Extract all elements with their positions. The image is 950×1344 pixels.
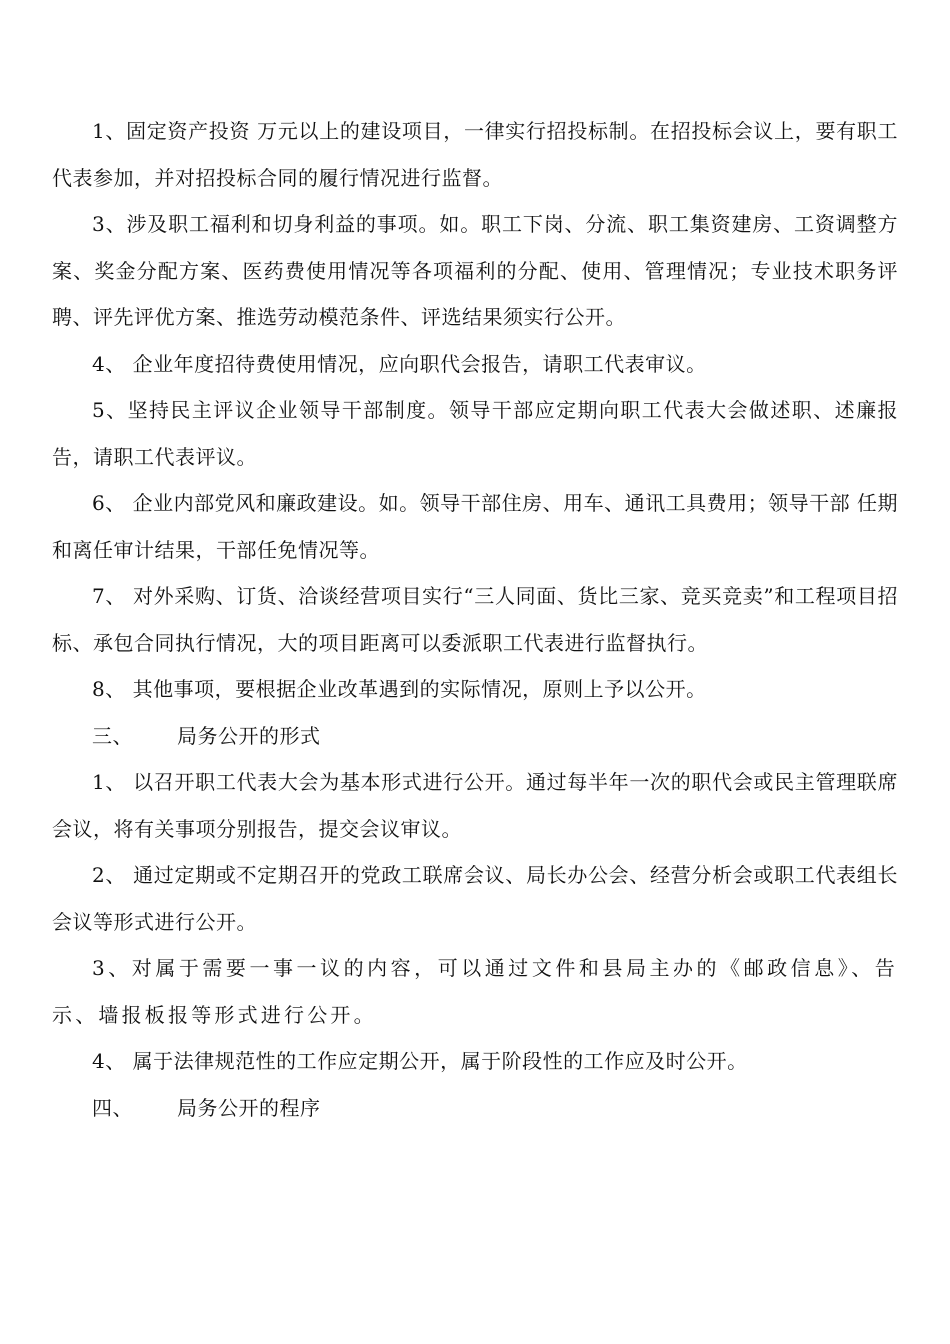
paragraph-timing: 4、 属于法律规范性的工作应定期公开，属于阶段性的工作应及时公开。 [92,1049,748,1073]
paragraph-procurement: 7、 对外采购、订货、洽谈经营项目实行“三人同面、货比三家、竞买竞卖”和工程项目招标、承包合同执行情况，大的项目距离可以委派职工代表进行监督执行。 [52,584,898,655]
section-title: 局务公开的形式 [177,723,321,748]
paragraph-congress-form: 1、 以召开职工代表大会为基本形式进行公开。通过每半年一次的职代会或民主管理联席会议，将有关事项分别报告，提交会议审议。 [52,770,898,841]
section-heading-procedure [52,1085,898,1132]
paragraph-bidding: 1、固定资产投资 万元以上的建设项目，一律实行招投标制。在招投标会议上，要有职工代表参加，并对招投标合同的履行情况进行监督。 [52,119,898,190]
paragraph-document-form: 3、对属于需要一事一议的内容，可以通过文件和县局主办的《邮政信息》、告示、墙报板报等形式进行公开。 [52,956,898,1027]
section-number: 四、 [92,1095,133,1120]
document-page [52,108,898,1131]
paragraph-welfare: 3、涉及职工福利和切身利益的事项。如。职工下岗、分流、职工集资建房、工资调整方案、奖金分配方案、医药费使用情况等各项福利的分配、使用、管理情况；专业技术职务评聘、评先评优方案、推选劳动模范条件、评选结果须实行公开。 [52,212,898,329]
section-number: 三、 [92,723,133,748]
paragraph-democratic-review: 5、坚持民主评议企业领导干部制度。领导干部应定期向职工代表大会做述职、述廉报告，请职工代表评议。 [52,398,898,469]
paragraph-other-matters: 8、 其他事项，要根据企业改革遇到的实际情况，原则上予以公开。 [92,677,707,701]
section-heading-forms [52,713,898,760]
paragraph-party-conduct: 6、 企业内部党风和廉政建设。如。领导干部住房、用车、通讯工具费用；领导干部 任期和离任审计结果，干部任免情况等。 [52,491,898,562]
section-title: 局务公开的程序 [177,1095,321,1120]
paragraph-meetings-form: 2、 通过定期或不定期召开的党政工联席会议、局长办公会、经营分析会或职工代表组长会议等形式进行公开。 [52,863,898,934]
paragraph-hospitality: 4、 企业年度招待费使用情况，应向职代会报告，请职工代表审议。 [92,351,707,376]
